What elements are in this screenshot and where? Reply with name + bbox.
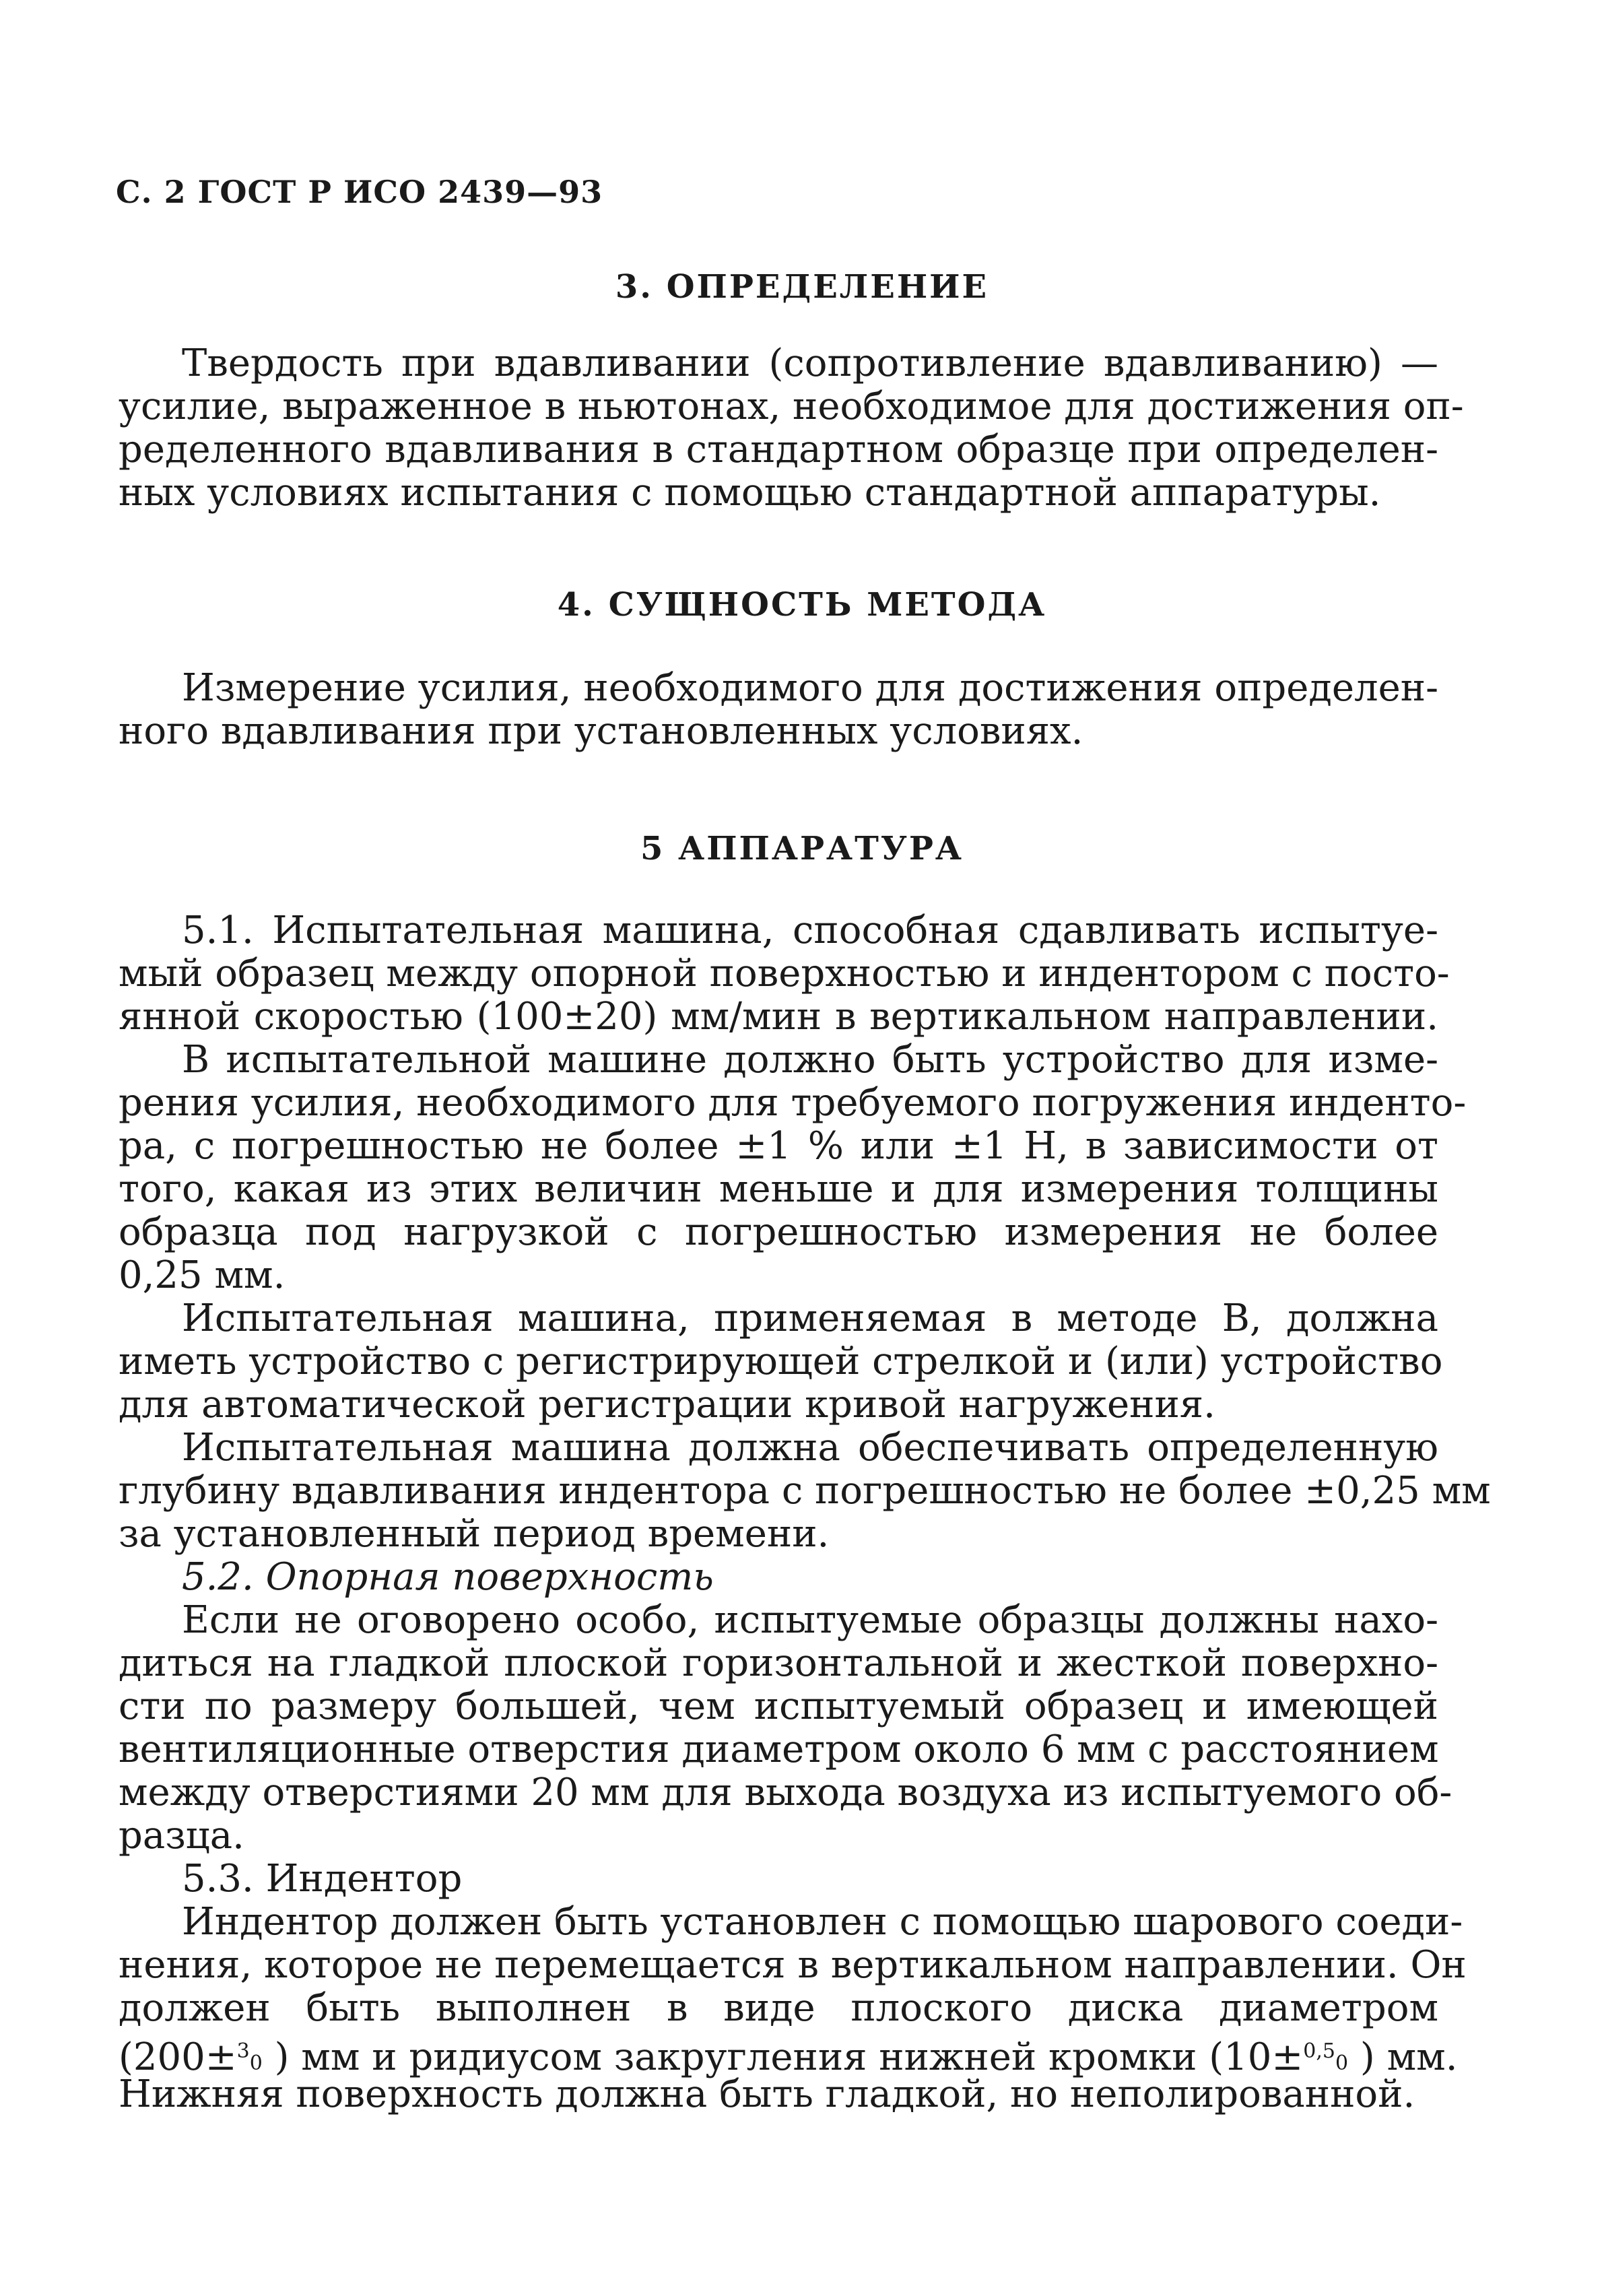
radius-tolerance-low: 0 xyxy=(1335,2052,1349,2075)
running-header: С. 2 ГОСТ Р ИСО 2439—93 xyxy=(116,174,603,210)
section-3-title: 3. ОПРЕДЕЛЕНИЕ xyxy=(615,268,989,306)
p51-line-15: за установленный период времени. xyxy=(119,1512,830,1556)
p52-line-5: между отверстиями 20 мм для выхода воздуха из испытуемого об- xyxy=(119,1771,1452,1814)
p51-line-7: того, какая из этих величин меньше и для измерения толщины xyxy=(119,1167,1438,1211)
p51-line-2: мый образец между опорной поверхностью и индентором с посто- xyxy=(119,952,1450,995)
p51-line-5: рения усилия, необходимого для требуемого погружения инденто- xyxy=(119,1081,1467,1125)
p53-line-3: должен быть выполнен в виде плоского диска диаметром xyxy=(119,1986,1438,2030)
diameter-close: ) мм и ридиусом закругления нижней кромки (10± xyxy=(274,2035,1304,2079)
section-3-line-4: ных условиях испытания с помощью стандартной аппаратуры. xyxy=(119,471,1381,515)
p51-line-14: глубину вдавливания индентора с погрешностью не более ±0,25 мм xyxy=(119,1469,1491,1513)
section-3-line-3: ределенного вдавливания в стандартном образце при определен- xyxy=(119,428,1438,471)
p52-line-2: диться на гладкой плоской горизонтальной и жесткой поверхно- xyxy=(119,1641,1438,1685)
p51-line-4: В испытательной машине должно быть устройство для изме- xyxy=(182,1038,1438,1082)
section-4-line-1: Измерение усилия, необходимого для достижения определен- xyxy=(182,666,1438,710)
p53-line-2: нения, которое не перемещается в вертикальном направлении. Он xyxy=(119,1943,1467,1987)
p51-line-1: 5.1. Испытательная машина, способная сдавливать испытуе- xyxy=(182,909,1438,952)
p51-line-8: образца под нагрузкой с погрешностью измерения не более xyxy=(119,1210,1438,1254)
p51-line-3: янной скоростью (100±20) мм/мин в вертикальном направлении. xyxy=(119,995,1438,1039)
section-5-title: 5 АППАРАТУРА xyxy=(640,830,964,867)
diameter-tolerance: 3 xyxy=(236,2039,250,2063)
p52-title: 5.2. Опорная поверхность xyxy=(182,1555,714,1599)
section-3-line-1: Твердость при вдавливании (сопротивление вдавливанию) — xyxy=(182,341,1438,385)
p53-last-line: Нижняя поверхность должна быть гладкой, но неполированной. xyxy=(119,2072,1415,2116)
section-4-title: 4. СУЩНОСТЬ МЕТОДА xyxy=(557,586,1047,624)
diameter-open: (200± xyxy=(119,2035,237,2079)
radius-tolerance: 0,5 xyxy=(1303,2039,1336,2063)
p51-line-13: Испытательная машина должна обеспечивать определенную xyxy=(182,1426,1438,1470)
p53-line-1: Индентор должен быть установлен с помощью шарового соеди- xyxy=(182,1900,1463,1944)
section-4-line-2: ного вдавливания при установленных условиях. xyxy=(119,709,1083,753)
p51-line-12: для автоматической регистрации кривой нагружения. xyxy=(119,1383,1215,1426)
section-3-line-2: усилие, выраженное в ньютонах, необходимое для достижения оп- xyxy=(119,385,1464,428)
p51-line-11: иметь устройство с регистрирующей стрелкой и (или) устройство xyxy=(119,1340,1443,1383)
p51-line-10: Испытательная машина, применяемая в методе В, должна xyxy=(182,1297,1438,1340)
p52-line-6: разца. xyxy=(119,1814,244,1858)
p52-line-4: вентиляционные отверстия диаметром около 6 мм с расстоянием xyxy=(119,1728,1439,1771)
p51-line-9: 0,25 мм. xyxy=(119,1253,286,1297)
p52-line-1: Если не оговорено особо, испытуемые образцы должны нахо- xyxy=(182,1598,1438,1642)
p53-title: 5.3. Индентор xyxy=(182,1857,463,1901)
p51-line-6: ра, с погрешностью не более ±1 % или ±1 Н, в зависимости от xyxy=(119,1124,1438,1168)
radius-close: ) мм. xyxy=(1360,2035,1458,2079)
p52-line-3: сти по размеру большей, чем испытуемый образец и имеющей xyxy=(119,1684,1438,1728)
diameter-tolerance-low: 0 xyxy=(249,2052,263,2075)
